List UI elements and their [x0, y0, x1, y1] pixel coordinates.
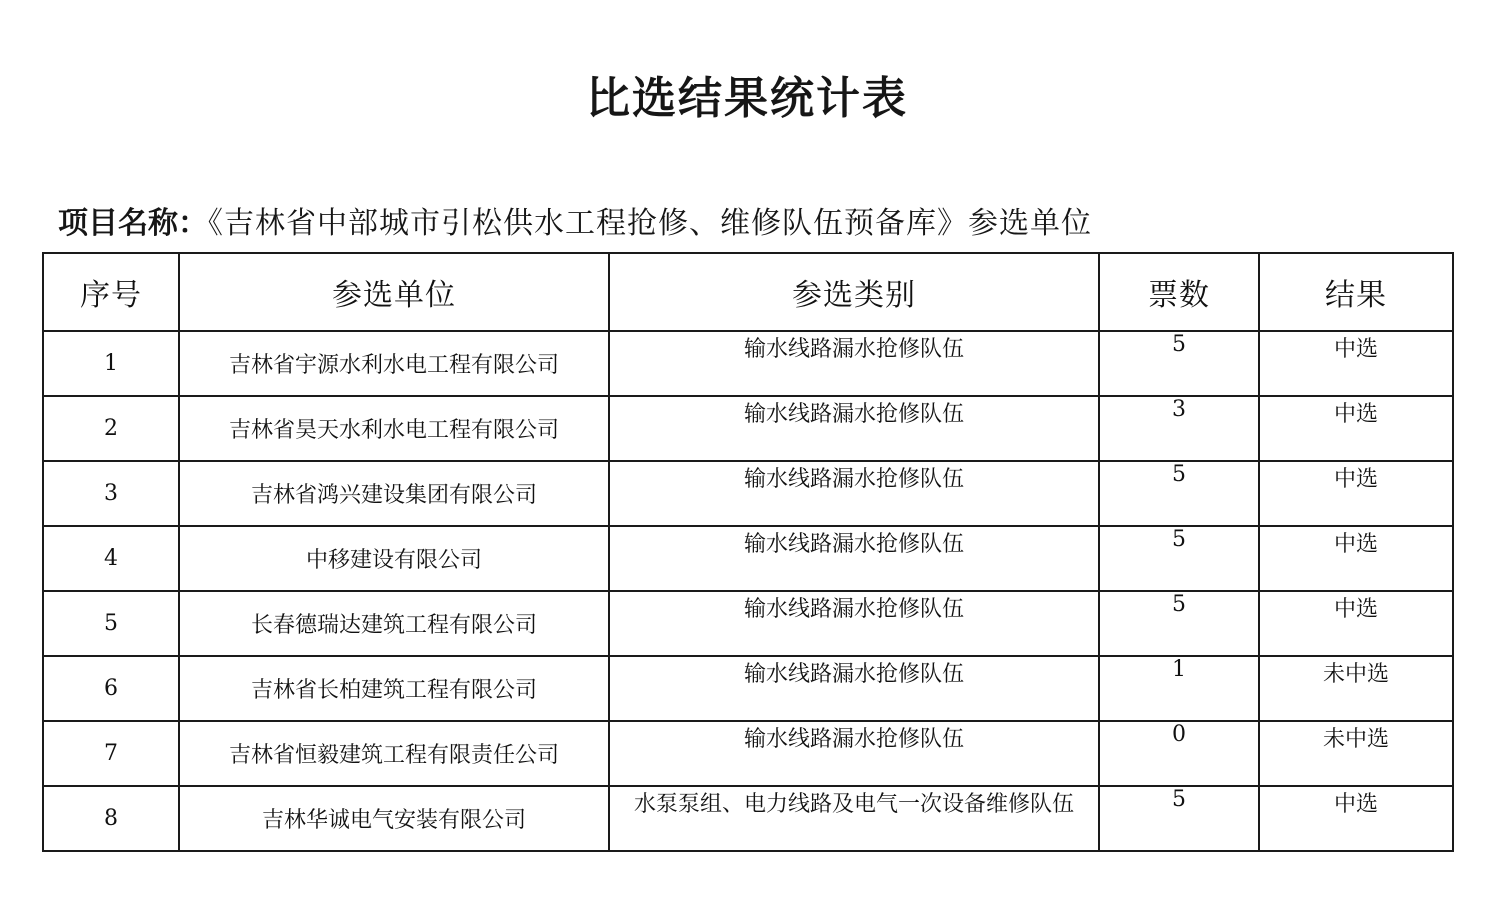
cell-seq: 5	[43, 591, 179, 656]
header-votes: 票数	[1099, 253, 1259, 331]
results-table	[42, 252, 1454, 852]
table-row	[43, 396, 1453, 461]
table-row	[43, 721, 1453, 786]
table-row	[43, 786, 1453, 851]
cell-result: 中选	[1259, 331, 1453, 396]
cell-category: 输水线路漏水抢修队伍	[609, 526, 1099, 591]
cell-result: 中选	[1259, 786, 1453, 851]
cell-seq: 2	[43, 396, 179, 461]
cell-category: 输水线路漏水抢修队伍	[609, 396, 1099, 461]
project-line	[58, 198, 1092, 242]
cell-unit: 吉林省恒毅建筑工程有限责任公司	[179, 721, 609, 786]
header-result: 结果	[1259, 253, 1453, 331]
cell-seq: 3	[43, 461, 179, 526]
cell-seq: 7	[43, 721, 179, 786]
table-row	[43, 461, 1453, 526]
cell-seq: 4	[43, 526, 179, 591]
cell-votes: 5	[1099, 461, 1259, 526]
cell-category: 水泵泵组、电力线路及电气一次设备维修队伍	[609, 786, 1099, 851]
cell-result: 中选	[1259, 396, 1453, 461]
cell-seq: 1	[43, 331, 179, 396]
table-row	[43, 656, 1453, 721]
table-row	[43, 591, 1453, 656]
cell-result: 中选	[1259, 591, 1453, 656]
cell-votes: 0	[1099, 721, 1259, 786]
cell-result: 未中选	[1259, 656, 1453, 721]
cell-unit: 长春德瑞达建筑工程有限公司	[179, 591, 609, 656]
cell-votes: 5	[1099, 786, 1259, 851]
cell-category: 输水线路漏水抢修队伍	[609, 331, 1099, 396]
page-title: 比选结果统计表	[586, 73, 908, 124]
cell-votes: 5	[1099, 526, 1259, 591]
header-seq: 序号	[43, 253, 179, 331]
cell-category: 输水线路漏水抢修队伍	[609, 656, 1099, 721]
cell-result: 未中选	[1259, 721, 1453, 786]
cell-votes: 5	[1099, 591, 1259, 656]
cell-unit: 吉林省昊天水利水电工程有限公司	[179, 396, 609, 461]
header-unit: 参选单位	[179, 253, 609, 331]
table-row	[43, 331, 1453, 396]
cell-unit: 吉林华诚电气安装有限公司	[179, 786, 609, 851]
cell-unit: 吉林省宇源水利水电工程有限公司	[179, 331, 609, 396]
header-row	[43, 253, 1453, 331]
cell-category: 输水线路漏水抢修队伍	[609, 461, 1099, 526]
project-name: 《吉林省中部城市引松供水工程抢修、维修队伍预备库》参选单位	[208, 206, 1092, 241]
cell-unit: 吉林省鸿兴建设集团有限公司	[179, 461, 609, 526]
cell-category: 输水线路漏水抢修队伍	[609, 591, 1099, 656]
cell-category: 输水线路漏水抢修队伍	[609, 721, 1099, 786]
cell-seq: 6	[43, 656, 179, 721]
cell-result: 中选	[1259, 461, 1453, 526]
project-label: 项目名称：	[58, 206, 208, 241]
cell-votes: 5	[1099, 331, 1259, 396]
header-category: 参选类别	[609, 253, 1099, 331]
cell-seq: 8	[43, 786, 179, 851]
cell-votes: 1	[1099, 656, 1259, 721]
table-row	[43, 526, 1453, 591]
cell-result: 中选	[1259, 526, 1453, 591]
cell-unit: 吉林省长柏建筑工程有限公司	[179, 656, 609, 721]
cell-votes: 3	[1099, 396, 1259, 461]
cell-unit: 中移建设有限公司	[179, 526, 609, 591]
